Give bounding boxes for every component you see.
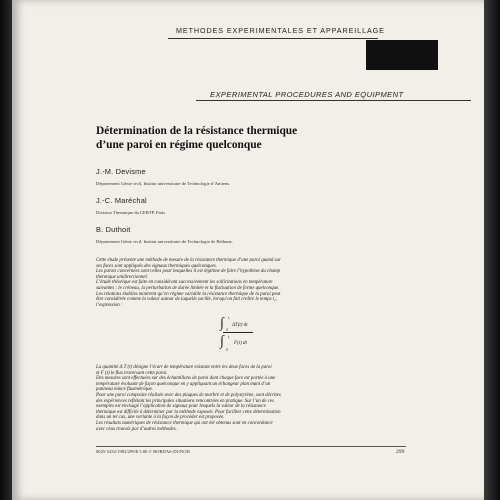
fraction-bar: [223, 332, 253, 333]
abstract-line: panneau mince fluxmétrique.: [96, 387, 153, 393]
author-affiliation: Département Génie civil, Institut universitaire de Technologie d’Amiens.: [96, 181, 231, 186]
author-name: B. Duthoit: [96, 225, 131, 234]
article-title-line: d’une paroi en régime quelconque: [96, 139, 262, 151]
integral-sign: ∫: [220, 316, 224, 331]
formula-lower-limit: 0: [226, 348, 228, 352]
abstract-line: Des mesures sont effectuées sur des échantillons de paroi dont chaque face est portée à une: [96, 376, 276, 382]
header-rule: [168, 38, 378, 39]
resistance-formula: [220, 312, 280, 356]
author-name: J.-M. Devisme: [96, 167, 146, 176]
abstract-line: dans un tel cas, une variante à la façon de procéder est proposée.: [96, 415, 225, 421]
abstract-line: Cette étude présente une méthode de mesure de la résistance thermique d’une paroi quand sur: [96, 258, 281, 263]
author-affiliation: Département Génie civil, Institut universitaire de Technologie de Béthune.: [96, 239, 233, 244]
author-affiliation: Division Thermique du CEBTP, Paris: [96, 210, 166, 215]
abstract-line: thermique est difficile à déterminer par la méthode exposée. Pour faciliter cette détermination: [96, 409, 281, 415]
abstract-line: La quantité Δ T (t) désigne l’écart de température existant entre les deux faces de la paroi: [96, 365, 272, 370]
author-name: J.-C. Maréchal: [96, 196, 147, 205]
abstract-line: Les parois concernées sont celles pour lesquelles il est légitime de faire l’hypothèse du champ: [96, 269, 281, 275]
abstract-line: thermique unidirectionnel.: [96, 274, 148, 280]
abstract-line: Les relations établies montrent qu’en régime variable la résistance thermique de la paroi peut: [96, 291, 281, 297]
footer-rule: [96, 446, 406, 447]
formula-upper-limit: t₁: [228, 335, 231, 339]
formula-numerator: ΔT(t) dt: [232, 323, 248, 328]
abstract-line: Pour une paroi composite réalisée avec des plaques de marbre et de polystyrène, sont décrites: [96, 392, 281, 398]
section-marker-block: [366, 40, 438, 70]
abstract-line: avec ceux trouvés par d’autres méthodes.: [96, 426, 177, 432]
formula-lower-limit: 0: [226, 328, 228, 332]
abstract-line: des expériences reflétant les principales situations rencontrées en pratique. Sur l’un de ces: [96, 398, 274, 404]
abstract-part-2: [96, 365, 406, 432]
page-binding-shadow: [0, 0, 12, 500]
abstract-line: être considérée comme la valeur autour de laquelle oscille, lorsqu’on fait croître le temps t₁,: [96, 297, 277, 303]
article-title-line: Détermination de la résistance thermique: [96, 125, 298, 137]
integral-sign: ∫: [220, 334, 224, 349]
abstract-part-1: [96, 258, 406, 308]
abstract-line: suivantes : le créneau, la perturbation de durée limitée et la fluctuation de forme quelconque.: [96, 285, 280, 291]
section-subtitle: EXPERIMENTAL PROCEDURES AND EQUIPMENT: [210, 90, 404, 99]
abstract-line: exemples est envisagé l’application de signaux pour lesquels la valeur de la résistance: [96, 404, 266, 410]
formula-denominator: F(t) dt: [234, 341, 247, 346]
abstract-line: et F (t) le flux traversant cette paroi.: [96, 370, 168, 376]
abstract-line: L’étude théorique est faite en considérant successivement les sollicitations en température: [96, 280, 273, 286]
abstract-line: Les résultats numériques de résistance thermique qui ont été obtenus sont en concordance: [96, 420, 273, 426]
abstract-line: ses faces sont appliqués des signaux thermiques quelconques.: [96, 263, 217, 269]
section-title: METHODES EXPERIMENTALES ET APPAREILLAGE: [176, 26, 385, 35]
page-number: 299: [396, 449, 405, 455]
formula-upper-limit: t₁: [228, 316, 231, 320]
subtitle-rule: [196, 100, 471, 101]
publication-code: 0025-5432/1982/299/$ 5.00 © BORDAS-DUNOD: [96, 449, 190, 454]
abstract-line: l’expression :: [96, 302, 123, 308]
article-title: [96, 124, 396, 152]
abstract-line: température évoluant de façon quelconque en y appliquant un échangeur plan muni d’un: [96, 381, 271, 387]
page-edge-shadow: [484, 0, 500, 500]
